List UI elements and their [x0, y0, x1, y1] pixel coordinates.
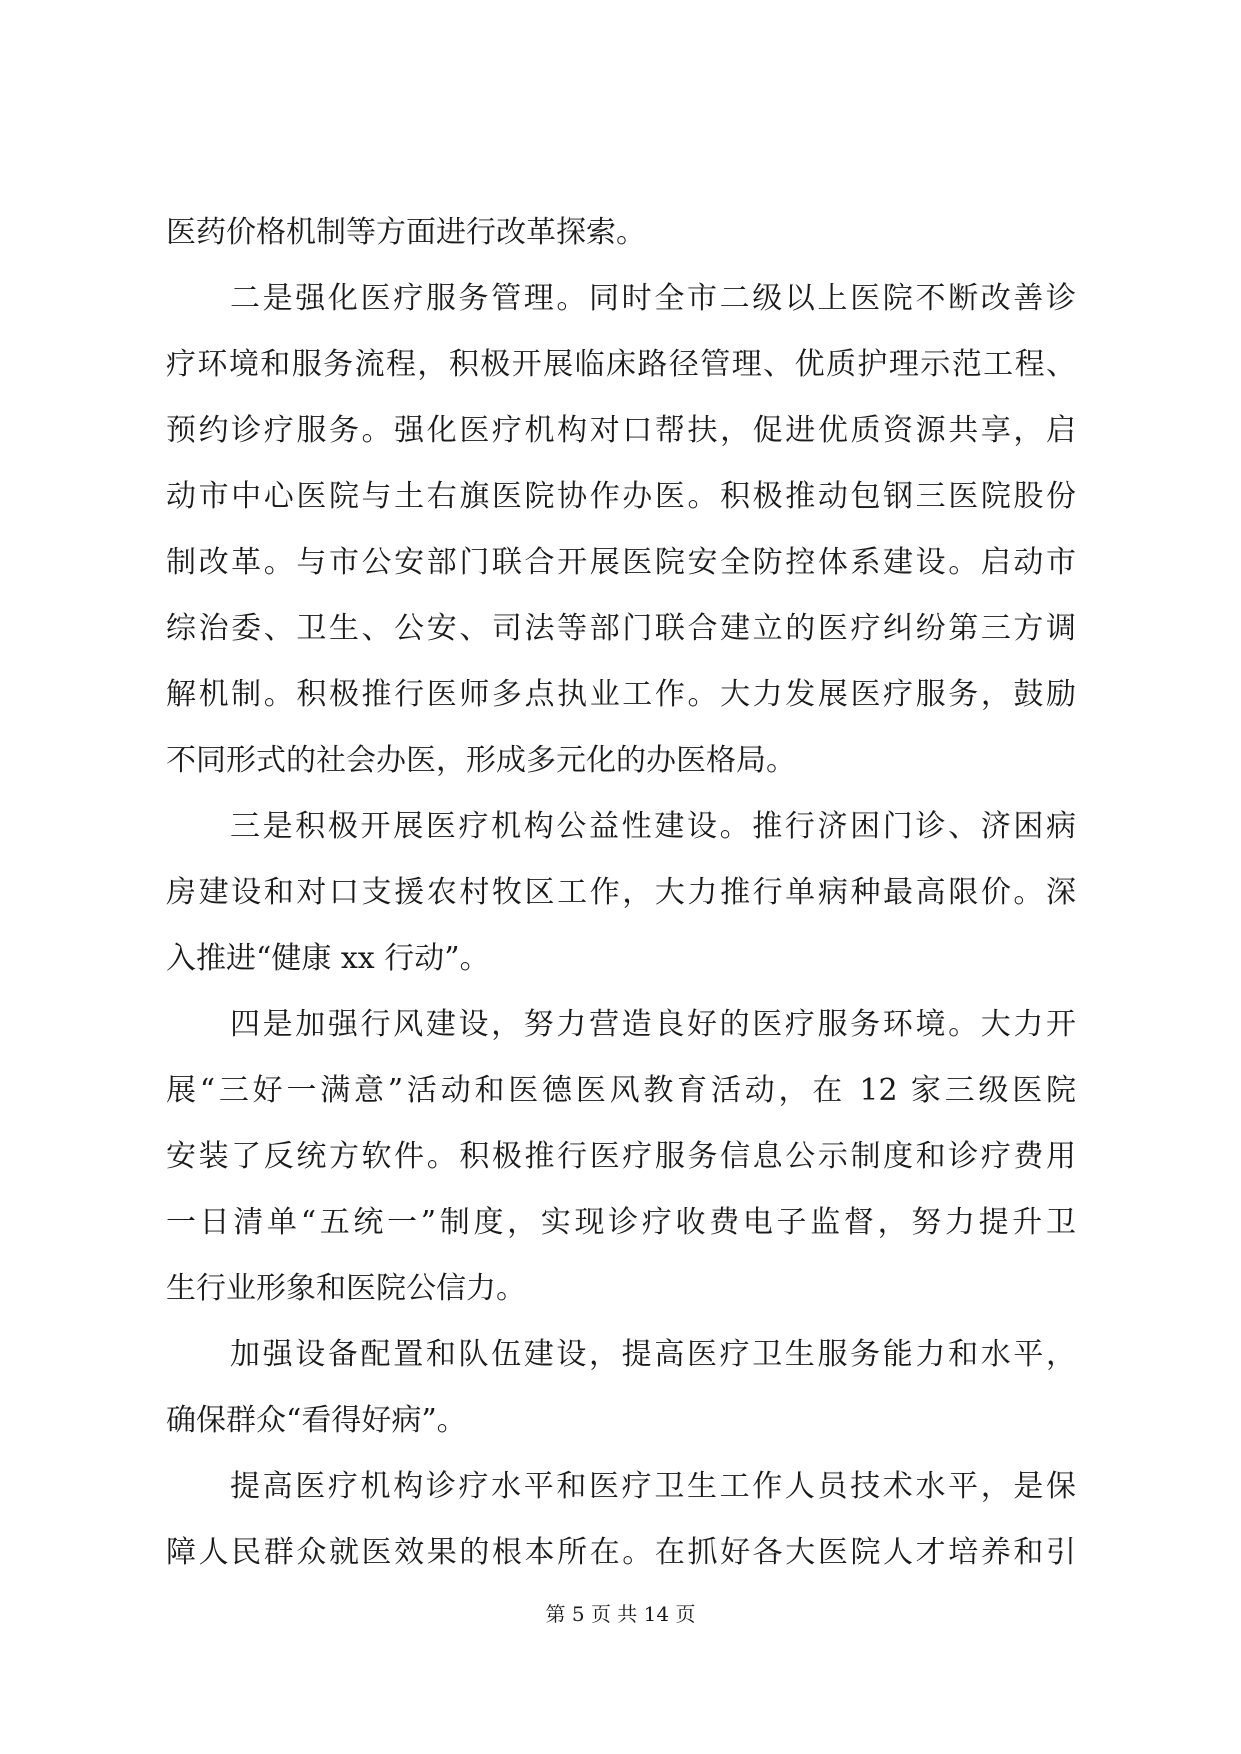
body-text	[166, 200, 1076, 1586]
text-line: 提高医疗机构诊疗水平和医疗卫生工作人员技术水平，是保	[230, 1469, 1076, 1504]
text-line: 加强设备配置和队伍建设，提高医疗卫生服务能力和水平，	[230, 1337, 1076, 1372]
text-line: 三是积极开展医疗机构公益性建设。推行济困门诊、济困病	[230, 809, 1076, 844]
text-line: 医药价格机制等方面进行改革探索。	[166, 215, 646, 250]
text-line: 一日清单“五统一”制度，实现诊疗收费电子监督，努力提升卫	[166, 1205, 1076, 1240]
page-number-footer: 第 5 页 共 14 页	[545, 1602, 696, 1626]
text-line: 确保群众“看得好病”。	[166, 1403, 467, 1438]
text-line: 入推进“健康 xx 行动”。	[166, 941, 490, 976]
text-line: 动市中心医院与土右旗医院协作办医。积极推动包钢三医院股份	[166, 479, 1076, 514]
text-line: 障人民群众就医效果的根本所在。在抓好各大医院人才培养和引	[166, 1535, 1076, 1570]
text-line: 解机制。积极推行医师多点执业工作。大力发展医疗服务，鼓励	[166, 677, 1076, 712]
text-line: 四是加强行风建设，努力营造良好的医疗服务环境。大力开	[230, 1007, 1076, 1042]
text-line: 综治委、卫生、公安、司法等部门联合建立的医疗纠纷第三方调	[166, 611, 1076, 646]
text-line: 生行业形象和医院公信力。	[166, 1271, 526, 1306]
text-line: 房建设和对口支援农村牧区工作，大力推行单病种最高限价。深	[166, 875, 1076, 910]
text-line: 预约诊疗服务。强化医疗机构对口帮扶，促进优质资源共享，启	[166, 413, 1076, 448]
text-line: 不同形式的社会办医，形成多元化的办医格局。	[166, 743, 796, 778]
text-line: 展“三好一满意”活动和医德医风教育活动，在 12 家三级医院	[166, 1073, 1076, 1108]
text-line: 制改革。与市公安部门联合开展医院安全防控体系建设。启动市	[166, 545, 1076, 580]
text-line: 疗环境和服务流程，积极开展临床路径管理、优质护理示范工程、	[166, 347, 1076, 382]
text-line: 二是强化医疗服务管理。同时全市二级以上医院不断改善诊	[230, 281, 1076, 316]
text-line: 安装了反统方软件。积极推行医疗服务信息公示制度和诊疗费用	[166, 1139, 1076, 1174]
